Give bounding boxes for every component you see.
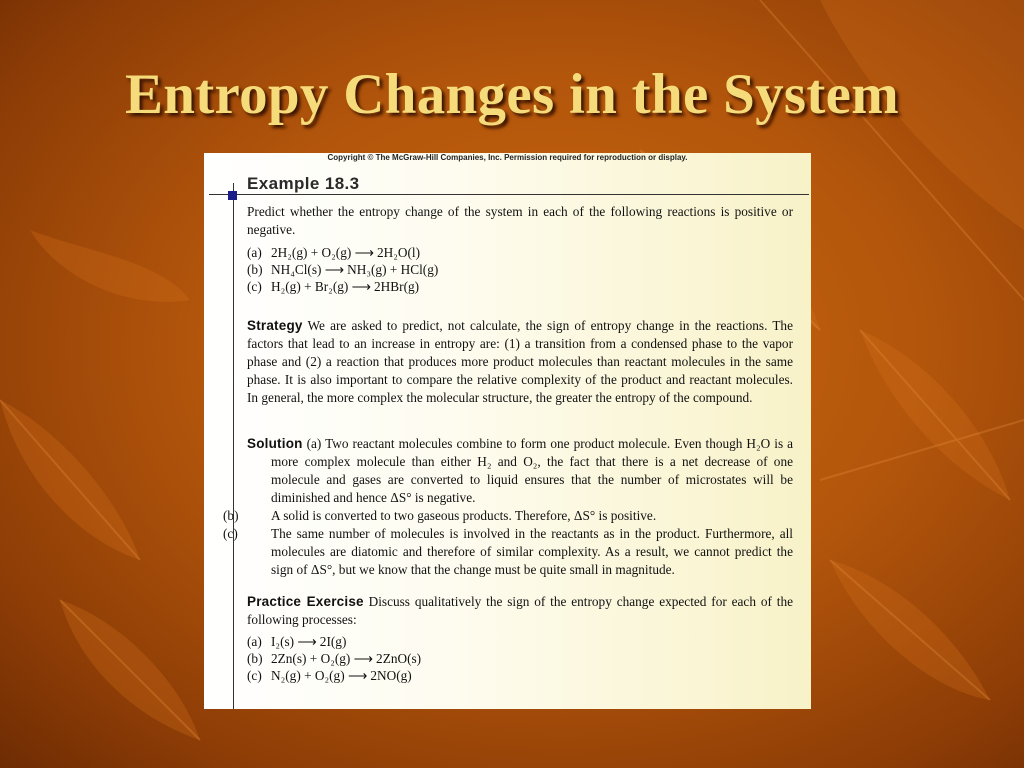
reaction-c: (c) H₂(g) + Br₂(g) ⟶ 2HBr(g) [247,279,420,294]
practice-item-b: (b) 2Zn(s) + O₂(g) ⟶ 2ZnO(s) [247,651,422,666]
practice-item-a: (a) I₂(s) ⟶ 2I(g) [247,634,347,649]
practice-item-c: (c) N₂(g) + O₂(g) ⟶ 2NO(g) [247,668,412,683]
slide-title: Entropy Changes in the System [124,63,900,126]
reaction-b: (b) NH₄Cl(s) ⟶ NH₃(g) + HCl(g) [247,262,439,277]
textbook-example-panel [204,153,811,709]
practice-block [247,593,793,684]
strategy-heading: Strategy [247,318,303,333]
horizontal-rule [209,194,809,195]
corner-marker-icon [228,191,237,200]
solution-block [223,435,793,579]
example-title: Example 18.3 [247,174,360,193]
prompt-text: Predict whether the entropy change of the system in each of the following reactions is positive or negative. [247,204,793,237]
reaction-a: (a) 2H₂(g) + O₂(g) ⟶ 2H₂O(l) [247,245,421,260]
solution-item-c: (c) The same number of molecules is involved in the reactants as in the product. Furthermore, all molecules are diatomic and therefore of similar complexity. As a result, we cannot predict the sign of ΔS°, but we know that the change must be quite small in magnitude. [223,526,793,577]
solution-item-a: Solution (a) Two reactant molecules combine to form one product molecule. Even though H₂O is a more complex molecule than either H₂ and O₂, the fact that there is a net decrease of one molecule and gases are converted to liquid ensures that the number of microstates will be diminished and hence ΔS° is negative. [247,436,793,505]
strategy-text: We are asked to predict, not calculate, the sign of entropy change in the reactions. The factors that lead to an increase in entropy are: (1) a transition from a condensed phase to the vapor phase and (2) a reaction that produces more product molecules than reactant molecules in the same phase. It is also important to compare the relative complexity of the product and reactant molecules. In general, the more complex the molecular structure, the greater the entropy of the compound. [247,318,793,405]
solution-item-b: (b) A solid is converted to two gaseous products. Therefore, ΔS° is positive. [223,508,657,523]
solution-heading: Solution [247,436,303,451]
vertical-rule [233,183,234,709]
copyright-notice: Copyright © The McGraw-Hill Companies, Inc. Permission required for reproduction or display. [327,153,688,162]
practice-heading: Practice Exercise [247,594,364,609]
prompt-block [247,203,793,295]
strategy-block [247,317,793,407]
practice-text: Discuss qualitatively the sign of the entropy change expected for each of the following processes: [247,594,793,627]
